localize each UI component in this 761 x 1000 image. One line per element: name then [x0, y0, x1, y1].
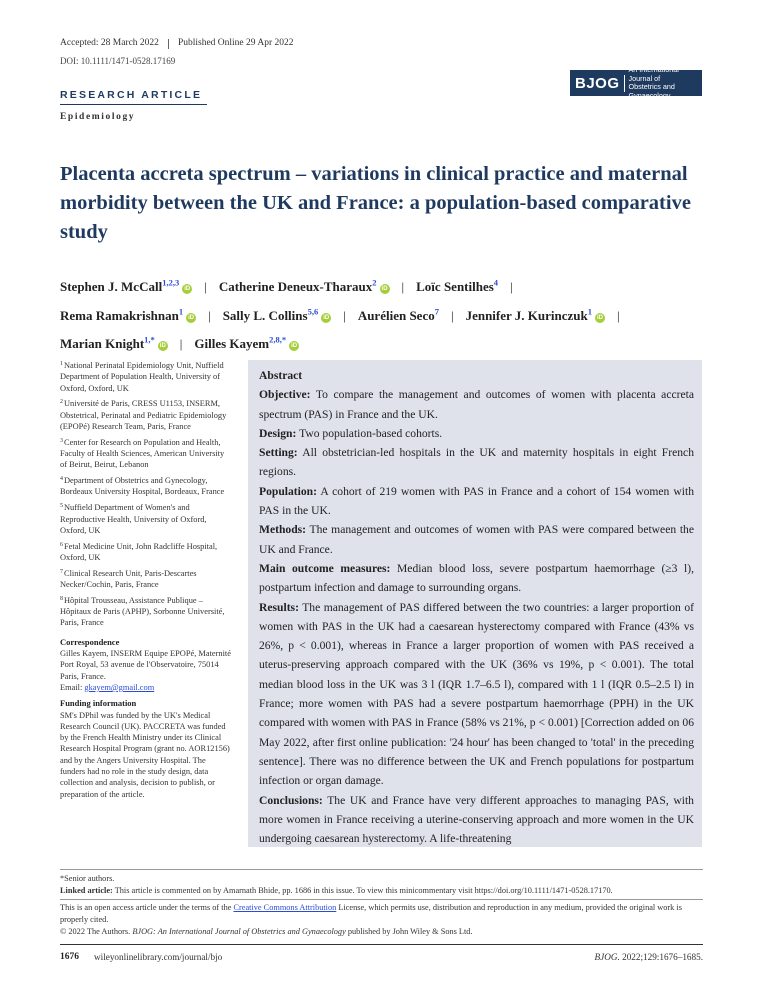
- author[interactable]: Gilles Kayem$^{2,8,*}$iD: [194, 334, 298, 351]
- affiliations-column: [60, 360, 232, 800]
- linked-article-note: Linked article: This article is commented on by Amarnath Bhide, pp. 1686 in this issue. To view this minicommentary visit https://doi.org/10.1111/1471-0528.17170.: [60, 886, 613, 895]
- logo-subtitle: [625, 66, 702, 100]
- author[interactable]: Jennifer J. Kurinczuk$^1$iD: [465, 306, 604, 323]
- affiliation: $^2$Université de Paris, CRESS U1153, INSERM, Obstetrical, Perinatal and Pediatric Epidemiology (EPOPé) Research Team, Paris, France: [60, 399, 227, 431]
- logo-abbrev: BJOG: [570, 75, 625, 92]
- author[interactable]: Stephen J. McCall$^{1,2,3}$iD: [60, 278, 191, 295]
- article-type: RESEARCH ARTICLE: [60, 89, 203, 101]
- accepted-date: Accepted: 28 March 2022: [60, 38, 159, 48]
- abstract-outcomes: Main outcome measures: Median blood loss, severe postpartum haemorrhage (≥3 l), postpartum infection and damage to surrounding organs.: [259, 561, 695, 595]
- author[interactable]: Marian Knight$^{1,*}$iD: [60, 334, 166, 351]
- orcid-icon[interactable]: iD: [188, 314, 195, 321]
- license-rule: [60, 899, 703, 900]
- abstract-results: Results: The management of PAS differed between the two countries: a larger proportion of women with PAS in the UK had a caesarean hysterectomy compared with France (43% vs 26%, p < 0.001), whereas in France a larger proportion of women with PAS received a uterus-preserving approach compared with the UK (36% vs 19%, p < 0.001). The total median blood loss in the UK was 3 l (IQR 1.7–6.5 l), compared with 1 l (IQR 0.5–2.5 l) in France; more women with PAS had a severe postpartum haemorrhage (PPH) in the UK compared with women with PAS in France (58% vs 21%, p < 0.001) [Correction added on 06 May 2022, after first online publication: '24 hour' has been changed to 'total' in the preceding sentence]. There was no difference between the UK and French populations for postpartum infection or organ damage.: [259, 600, 694, 788]
- journal-logo[interactable]: [570, 65, 702, 100]
- orcid-icon[interactable]: iD: [184, 286, 191, 293]
- affiliation: $^7$Clinical Research Unit, Paris-Descartes Necker/Cochin, Paris, France: [60, 568, 197, 590]
- funding-heading: Funding information: [60, 698, 137, 709]
- affiliation: $^1$National Perinatal Epidemiology Unit, Nuffield Department of Population Health, University of Oxford, Oxford, UK: [60, 361, 224, 393]
- author-separator: |: [450, 307, 454, 323]
- author-separator: |: [204, 279, 207, 295]
- published-date: Published Online 29 Apr 2022: [177, 38, 294, 48]
- author[interactable]: Sally L. Collins$^{5,6}$iD: [222, 306, 330, 323]
- author-separator: |: [510, 279, 513, 295]
- author[interactable]: Catherine Deneux-Tharaux$^2$iD: [218, 278, 388, 295]
- cc-license-link[interactable]: Creative Commons Attribution: [233, 903, 337, 912]
- abstract-conclusions: Conclusions: The UK and France have very different approaches to managing PAS, with more women in France receiving a uterine-conserving approach and more women in the UK undergoing caesarean hysterectomy. A life-threatening: [259, 793, 694, 846]
- page-number: 1676: [60, 952, 79, 962]
- citation: BJOG. 2022;129:1676–1685.: [594, 952, 703, 962]
- doi[interactable]: DOI: 10.1111/1471-0528.17169: [60, 56, 176, 66]
- subject-category: Epidemiology: [60, 112, 136, 122]
- footnote-rule: [60, 869, 703, 870]
- abstract-setting: Setting: All obstetrician-led hospitals in the UK and maternity hospitals in eight French regions.: [259, 446, 694, 479]
- license-text: This is an open access article under the terms of the Creative Commons Attribution License, which permits use, distribution and reproduction in any medium, provided the original work is properly cited.: [60, 903, 682, 924]
- author[interactable]: Loïc Sentilhes$^4$: [416, 278, 499, 295]
- footnotes: [60, 873, 710, 897]
- journal-website[interactable]: wileyonlinelibrary.com/journal/bjo: [94, 952, 223, 962]
- article-title: Placenta accreta spectrum – variations in clinical practice and maternal morbidity between the UK and France: a population-based comparative study: [60, 163, 691, 243]
- publication-dates: [60, 38, 294, 49]
- orcid-icon[interactable]: iD: [381, 286, 388, 293]
- copyright-text: © 2022 The Authors. BJOG: An International Journal of Obstetrics and Gynaecology published by John Wiley & Sons Ltd.: [60, 927, 473, 936]
- abstract-design: Design: Two population-based cohorts.: [259, 426, 443, 440]
- affiliation: $^3$Center for Research on Population and Health, Faculty of Health Sciences, American University of Beirut, Beirut, Lebanon: [60, 437, 225, 470]
- abstract-population: Population: A cohort of 219 women with PAS in France and a cohort of 154 women with PAS in the UK.: [259, 484, 694, 518]
- orcid-icon[interactable]: iD: [323, 314, 330, 321]
- affiliation: $^8$Hôpital Trousseau, Assistance Publique –Hôpitaux de Paris (APHP), Sorbonne Université, Paris, France: [60, 595, 225, 628]
- abstract-objective: Objective: To compare the management and outcomes of women with placenta accreta spectrum (PAS) in France and the UK.: [259, 388, 694, 421]
- footer-rule: [60, 944, 703, 945]
- senior-authors-note: *Senior authors.: [60, 874, 115, 883]
- author-separator: |: [343, 307, 346, 323]
- abstract-heading: Abstract: [259, 369, 303, 382]
- correspondence-heading: Correspondence: [60, 636, 120, 647]
- author-list: [60, 271, 720, 356]
- correspondence-text: Gilles Kayem, INSERM Equipe EPOPé, Maternité Port Royal, 53 avenue de l'Observatoire, 75014 Paris, France. Email: gkayem@gmail.com: [60, 649, 231, 692]
- license-block: [60, 902, 710, 938]
- author-separator: |: [617, 307, 620, 323]
- abstract-methods: Methods: The management and outcomes of women with PAS were compared between the UK and France.: [259, 523, 694, 556]
- affiliation: $^4$Department of Obstetrics and Gynecology, Bordeaux University Hospital, Bordeaux, France: [60, 476, 225, 497]
- logo-line-2: Obstetrics and Gynaecology: [628, 82, 675, 100]
- author-separator: |: [179, 335, 183, 351]
- abstract-box: [248, 360, 702, 847]
- author[interactable]: Aurélien Seco$^7$: [357, 306, 439, 323]
- orcid-icon[interactable]: iD: [291, 342, 298, 349]
- author[interactable]: Rema Ramakrishnan$^1$iD: [60, 306, 195, 323]
- email-link[interactable]: gkayem@gmail.com: [84, 682, 155, 692]
- author-separator: |: [208, 307, 211, 323]
- affiliation: $^6$Fetal Medicine Unit, John Radcliffe Hospital, Oxford, UK: [60, 541, 218, 562]
- logo-line-1: An International Journal of: [628, 65, 679, 83]
- article-type-rule: [60, 104, 207, 105]
- orcid-icon[interactable]: iD: [597, 314, 604, 321]
- author-separator: |: [401, 279, 405, 295]
- funding-text: SM's DPhil was funded by the UK's Medical Research Council (UK). PACCRETA was funded by the French Health Ministry under its Clinical Research Hospital Program (grant no. AOR12156) and by the Angers University Hospital. The funders had no role in the study design, data collection and analysis, decision to publish, or preparation of the article.: [60, 710, 230, 799]
- divider: [168, 39, 169, 49]
- affiliation: $^5$Nuffield Department of Women's and Reproductive Health, University of Oxford, Oxford, UK: [60, 503, 207, 535]
- orcid-icon[interactable]: iD: [159, 342, 166, 349]
